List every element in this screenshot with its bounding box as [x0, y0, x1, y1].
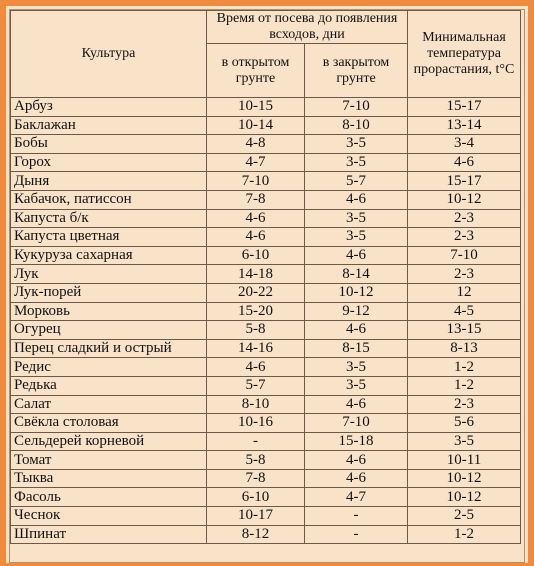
crop-cell: Баклажан: [11, 116, 207, 135]
closed-ground-cell: 3-5: [305, 376, 408, 395]
crop-cell: Чеснок: [11, 507, 207, 526]
table-row: [11, 98, 521, 117]
crop-cell: Шпинат: [11, 525, 207, 544]
closed-ground-cell: 9-12: [305, 302, 408, 321]
open-ground-cell: 10-15: [207, 98, 305, 117]
crop-cell: Кукуруза сахарная: [11, 246, 207, 265]
closed-ground-cell: 7-10: [305, 414, 408, 433]
closed-ground-cell: 8-10: [305, 116, 408, 135]
table-row: [11, 507, 521, 526]
open-ground-cell: 4-8: [207, 135, 305, 154]
open-ground-cell: 6-10: [207, 488, 305, 507]
table-row: [11, 190, 521, 209]
table-row: [11, 376, 521, 395]
open-ground-cell: 7-8: [207, 469, 305, 488]
germination-table: [10, 10, 521, 544]
table-row: [11, 116, 521, 135]
crop-cell: Лук: [11, 265, 207, 284]
crop-cell: Арбуз: [11, 98, 207, 117]
header-min-temp: Минимальная температура прорастания, t°C: [408, 11, 521, 98]
crop-cell: Капуста цветная: [11, 228, 207, 247]
crop-cell: Сельдерей корневой: [11, 432, 207, 451]
open-ground-cell: 6-10: [207, 246, 305, 265]
min-temp-cell: 13-15: [408, 321, 521, 340]
closed-ground-cell: 3-5: [305, 228, 408, 247]
crop-cell: Свёкла столовая: [11, 414, 207, 433]
min-temp-cell: 13-14: [408, 116, 521, 135]
min-temp-cell: 15-17: [408, 98, 521, 117]
table-row: [11, 451, 521, 470]
closed-ground-cell: 8-14: [305, 265, 408, 284]
closed-ground-cell: 4-6: [305, 321, 408, 340]
open-ground-cell: 4-6: [207, 358, 305, 377]
min-temp-cell: 2-3: [408, 209, 521, 228]
closed-ground-cell: 3-5: [305, 135, 408, 154]
closed-ground-cell: 4-6: [305, 190, 408, 209]
min-temp-cell: 2-3: [408, 228, 521, 247]
min-temp-cell: 10-12: [408, 190, 521, 209]
table-row: [11, 246, 521, 265]
table-row: [11, 469, 521, 488]
closed-ground-cell: 5-7: [305, 172, 408, 191]
table-row: [11, 321, 521, 340]
min-temp-cell: 4-6: [408, 153, 521, 172]
min-temp-cell: 15-17: [408, 172, 521, 191]
table-row: [11, 488, 521, 507]
table-row: [11, 135, 521, 154]
closed-ground-cell: -: [305, 507, 408, 526]
table-row: [11, 302, 521, 321]
open-ground-cell: 15-20: [207, 302, 305, 321]
header-crop: Культура: [11, 11, 207, 98]
open-ground-cell: 14-16: [207, 339, 305, 358]
table-row: [11, 283, 521, 302]
min-temp-cell: 10-11: [408, 451, 521, 470]
crop-cell: Тыква: [11, 469, 207, 488]
min-temp-cell: 2-3: [408, 265, 521, 284]
crop-cell: Кабачок, патиссон: [11, 190, 207, 209]
open-ground-cell: 14-18: [207, 265, 305, 284]
min-temp-cell: 10-12: [408, 488, 521, 507]
open-ground-cell: 5-7: [207, 376, 305, 395]
crop-cell: Перец сладкий и острый: [11, 339, 207, 358]
table-row: [11, 228, 521, 247]
open-ground-cell: 10-17: [207, 507, 305, 526]
closed-ground-cell: 10-12: [305, 283, 408, 302]
closed-ground-cell: 4-6: [305, 395, 408, 414]
open-ground-cell: -: [207, 432, 305, 451]
min-temp-cell: 10-12: [408, 469, 521, 488]
closed-ground-cell: 15-18: [305, 432, 408, 451]
table-row: [11, 172, 521, 191]
crop-cell: Бобы: [11, 135, 207, 154]
crop-cell: Салат: [11, 395, 207, 414]
table-row: [11, 414, 521, 433]
table-row: [11, 525, 521, 544]
header-open-ground: в открытом грунте: [207, 44, 305, 98]
open-ground-cell: 8-10: [207, 395, 305, 414]
table-row: [11, 265, 521, 284]
min-temp-cell: 12: [408, 283, 521, 302]
min-temp-cell: 2-3: [408, 395, 521, 414]
crop-cell: Морковь: [11, 302, 207, 321]
header-days: Время от посева до появления всходов, дни: [207, 11, 408, 44]
min-temp-cell: 7-10: [408, 246, 521, 265]
crop-cell: Томат: [11, 451, 207, 470]
table-row: [11, 209, 521, 228]
table-row: [11, 432, 521, 451]
crop-cell: Фасоль: [11, 488, 207, 507]
closed-ground-cell: 3-5: [305, 153, 408, 172]
open-ground-cell: 10-16: [207, 414, 305, 433]
open-ground-cell: 5-8: [207, 451, 305, 470]
open-ground-cell: 5-8: [207, 321, 305, 340]
closed-ground-cell: 4-6: [305, 451, 408, 470]
crop-cell: Редька: [11, 376, 207, 395]
table-row: [11, 395, 521, 414]
closed-ground-cell: 8-15: [305, 339, 408, 358]
open-ground-cell: 4-6: [207, 228, 305, 247]
min-temp-cell: 3-4: [408, 135, 521, 154]
table-row: [11, 358, 521, 377]
open-ground-cell: 4-7: [207, 153, 305, 172]
open-ground-cell: 10-14: [207, 116, 305, 135]
table-container: [9, 9, 525, 563]
crop-cell: Горох: [11, 153, 207, 172]
min-temp-cell: 8-13: [408, 339, 521, 358]
table-row: [11, 339, 521, 358]
closed-ground-cell: 4-6: [305, 246, 408, 265]
open-ground-cell: 7-10: [207, 172, 305, 191]
crop-cell: Огурец: [11, 321, 207, 340]
min-temp-cell: 3-5: [408, 432, 521, 451]
closed-ground-cell: -: [305, 525, 408, 544]
crop-cell: Дыня: [11, 172, 207, 191]
min-temp-cell: 1-2: [408, 358, 521, 377]
min-temp-cell: 1-2: [408, 376, 521, 395]
header-closed-ground: в закрытом грунте: [305, 44, 408, 98]
min-temp-cell: 1-2: [408, 525, 521, 544]
closed-ground-cell: 4-7: [305, 488, 408, 507]
min-temp-cell: 4-5: [408, 302, 521, 321]
closed-ground-cell: 7-10: [305, 98, 408, 117]
crop-cell: Редис: [11, 358, 207, 377]
open-ground-cell: 4-6: [207, 209, 305, 228]
open-ground-cell: 7-8: [207, 190, 305, 209]
open-ground-cell: 8-12: [207, 525, 305, 544]
min-temp-cell: 2-5: [408, 507, 521, 526]
min-temp-cell: 5-6: [408, 414, 521, 433]
crop-cell: Капуста б/к: [11, 209, 207, 228]
table-row: [11, 153, 521, 172]
table-body: [11, 98, 521, 544]
open-ground-cell: 20-22: [207, 283, 305, 302]
closed-ground-cell: 4-6: [305, 469, 408, 488]
closed-ground-cell: 3-5: [305, 209, 408, 228]
closed-ground-cell: 3-5: [305, 358, 408, 377]
crop-cell: Лук-порей: [11, 283, 207, 302]
